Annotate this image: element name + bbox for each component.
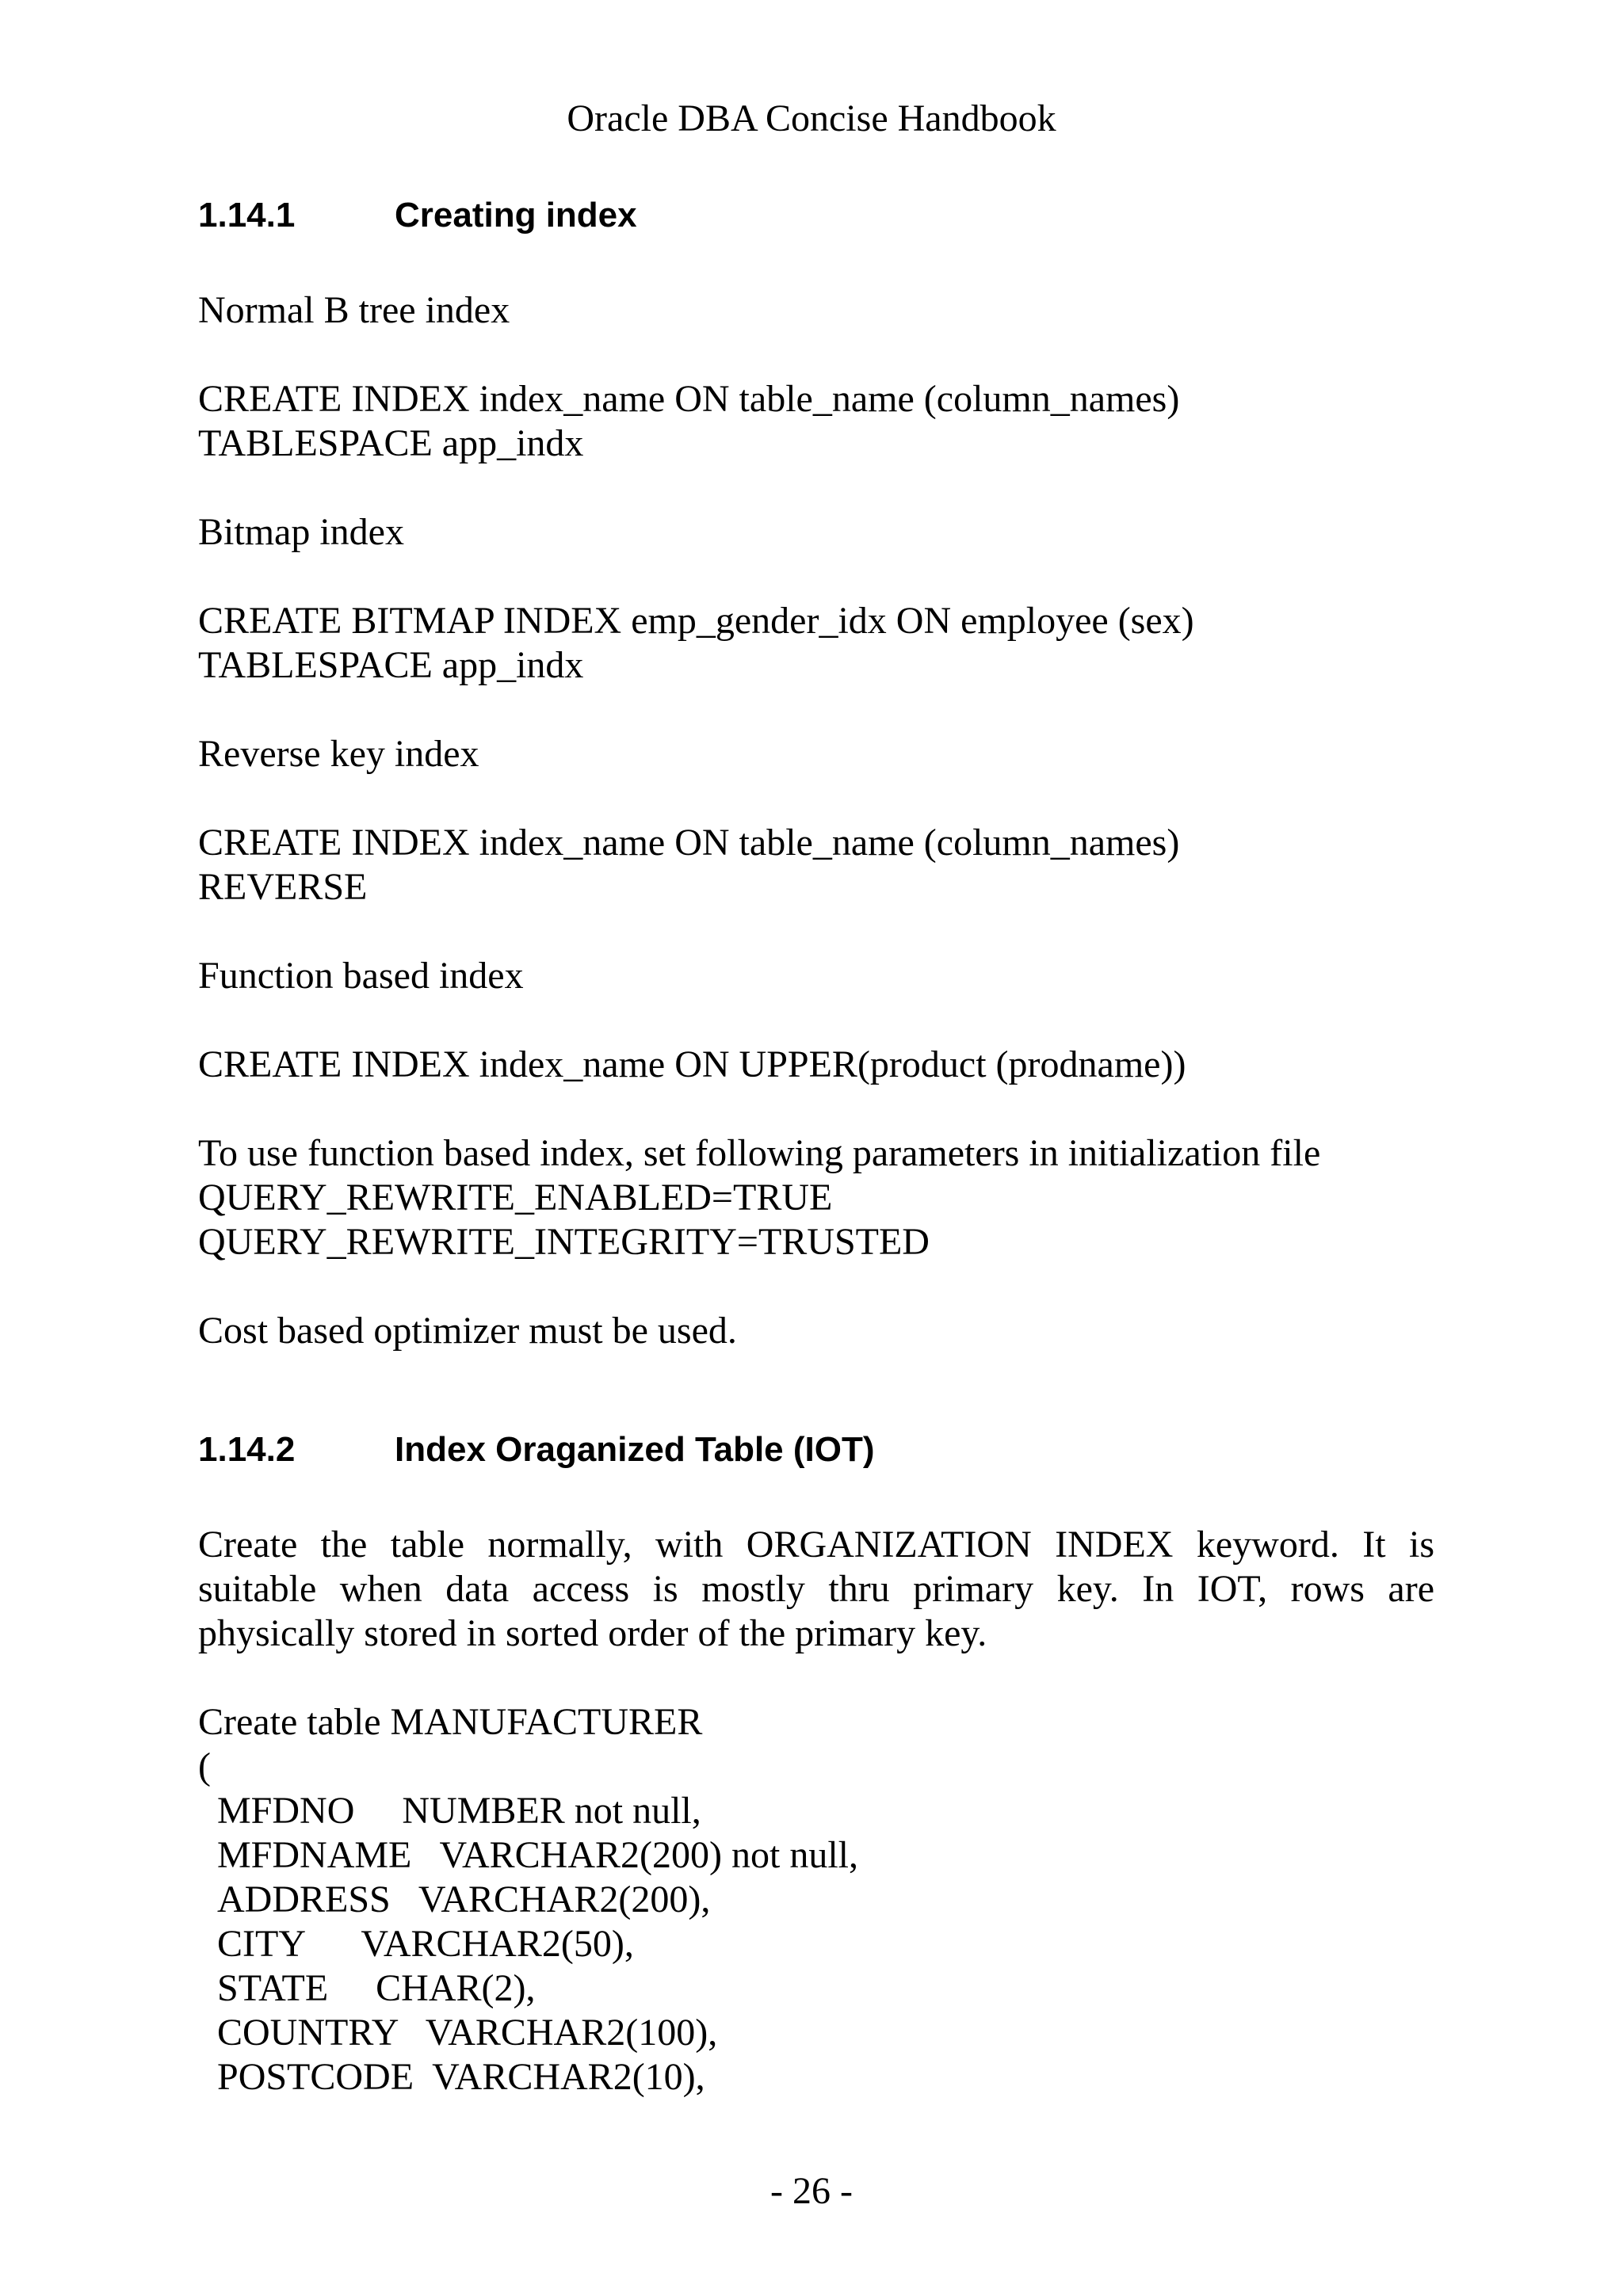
paragraph-line: Create the table normally, with ORGANIZATION INDEX keyword. It is [198,1524,1434,1566]
param-line: QUERY_REWRITE_INTEGRITY=TRUSTED [198,1221,930,1263]
code-line: REVERSE [198,866,368,908]
code-line: CREATE INDEX index_name ON table_name (column_names) [198,822,1180,864]
section-heading-1-14-1 [198,193,1434,238]
column-definition: COUNTRY VARCHAR2(100), [217,2012,718,2054]
section-title: Creating index [395,196,637,235]
section-title: Index Oraganized Table (IOT) [395,1430,875,1469]
code-line: ( [198,1745,211,1787]
function-index-label: Function based index [198,955,524,997]
param-line: QUERY_REWRITE_ENABLED=TRUE [198,1177,833,1219]
column-definition: MFDNAME VARCHAR2(200) not null, [217,1834,858,1876]
code-line: TABLESPACE app_indx [198,644,584,686]
paragraph-line: suitable when data access is mostly thru primary key. In IOT, rows are [198,1568,1434,1610]
page-body [198,193,1434,2100]
code-line: Create table MANUFACTURER [198,1701,703,1743]
section-number: 1.14.1 [198,196,296,235]
column-definition: MFDNO NUMBER not null, [217,1790,701,1832]
running-header: Oracle DBA Concise Handbook [567,97,1056,139]
column-definition: STATE CHAR(2), [217,1967,536,2009]
code-line: TABLESPACE app_indx [198,422,584,464]
section-number: 1.14.2 [198,1430,296,1469]
bitmap-index-label: Bitmap index [198,511,404,553]
reverse-index-label: Reverse key index [198,733,479,775]
column-definition: CITY VARCHAR2(50), [217,1923,634,1965]
paragraph-line: physically stored in sorted order of the primary key. [198,1612,987,1654]
code-line: CREATE BITMAP INDEX emp_gender_idx ON employee (sex) [198,600,1194,642]
normal-index-label: Normal B tree index [198,289,510,331]
column-definition: ADDRESS VARCHAR2(200), [217,1878,711,1920]
section-heading-1-14-2 [198,1428,1434,1472]
code-line: CREATE INDEX index_name ON table_name (column_names) [198,378,1180,420]
params-intro: To use function based index, set following parameters in initialization file [198,1132,1321,1174]
code-line: CREATE INDEX index_name ON UPPER(product (prodname)) [198,1043,1186,1085]
cbo-note: Cost based optimizer must be used. [198,1310,737,1352]
page-number: - 26 - [770,2170,853,2212]
column-definition: POSTCODE VARCHAR2(10), [217,2056,705,2098]
